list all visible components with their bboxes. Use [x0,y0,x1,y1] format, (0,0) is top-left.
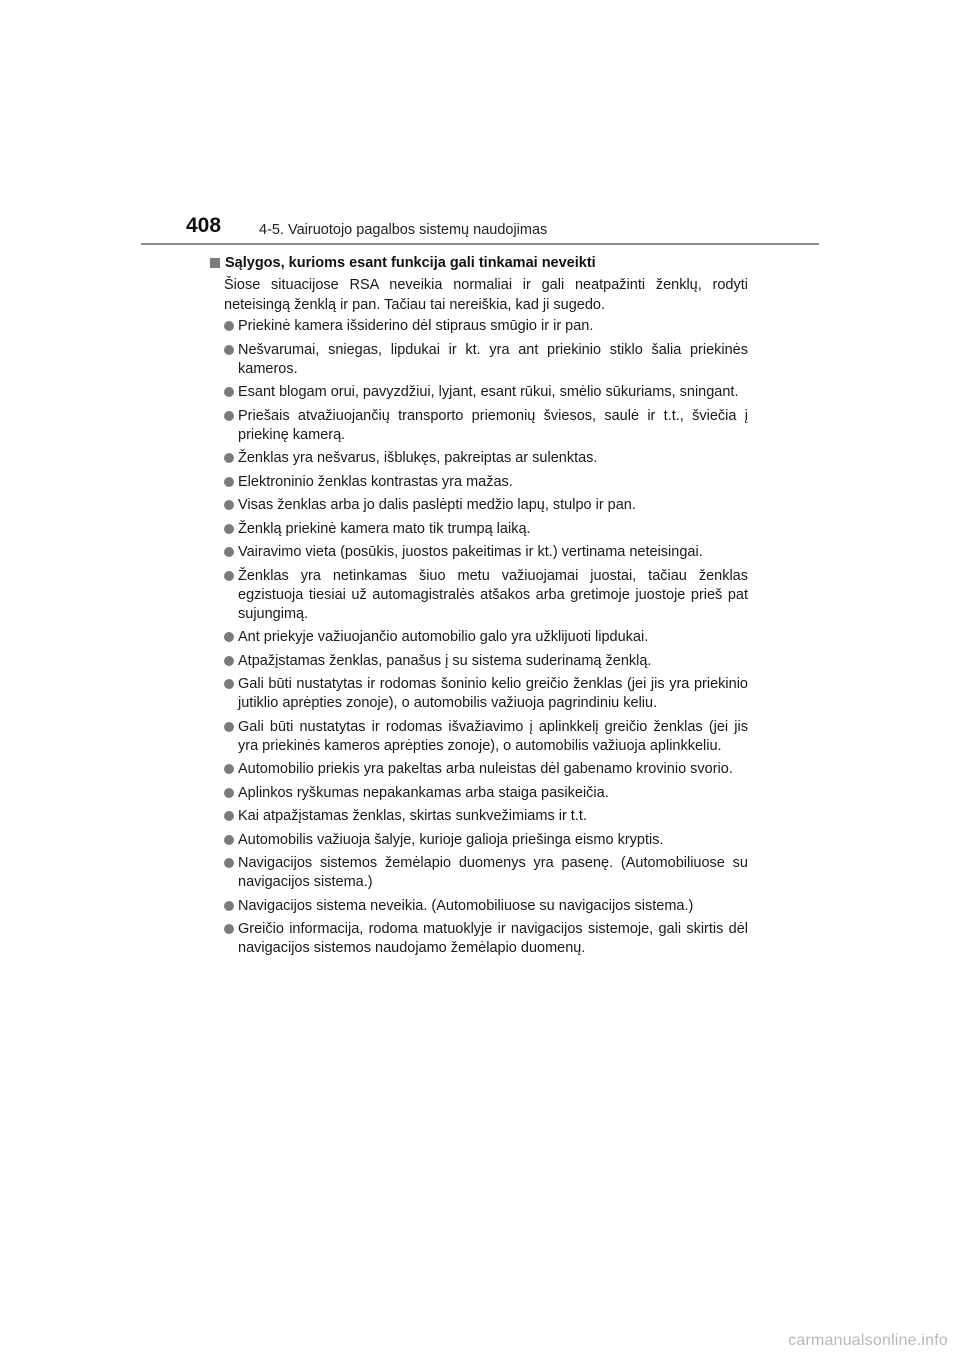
circle-bullet-icon [224,858,234,868]
list-item-text: Navigacijos sistema neveikia. (Automobiliuose su navigacijos sistema.) [238,897,694,914]
circle-bullet-icon [224,547,234,557]
list-item [224,567,748,624]
list-item [224,383,748,402]
list-item-text: Automobilis važiuoja šalyje, kurioje galioja priešinga eismo kryptis. [238,831,664,848]
section-heading [210,255,596,271]
chapter-title: 4-5. Vairuotojo pagalbos sistemų naudojimas [259,222,548,238]
list-item-text: Ant priekyje važiuojančio automobilio galo yra užklijuoti lipdukai. [238,629,649,645]
list-item [224,543,748,562]
list-item [224,718,748,756]
circle-bullet-icon [224,679,234,689]
circle-bullet-icon [224,411,234,421]
header-divider [141,243,819,245]
list-item-text: Greičio informacija, rodoma matuoklyje ir navigacijos sistemoje, gali skirtis dėl navigacijos sistemos naudojamo žemėlapio duomenų. [238,921,748,956]
circle-bullet-icon [224,500,234,510]
list-item-text: Ženklą priekinė kamera mato tik trumpą laiką. [238,520,531,537]
circle-bullet-icon [224,632,234,642]
circle-bullet-icon [224,387,234,397]
list-item-text: Elektroninio ženklas kontrastas yra mažas. [238,473,513,490]
square-bullet-icon [210,258,220,268]
watermark: carmanualsonline.info [788,1332,948,1349]
list-item [224,920,748,958]
list-item-text: Priekinė kamera išsiderino dėl stipraus smūgio ir ir pan. [238,318,594,334]
list-item-text: Atpažįstamas ženklas, panašus į su sistema suderinamą ženklą. [238,652,652,669]
list-item [224,520,748,539]
circle-bullet-icon [224,811,234,821]
list-item [224,784,748,803]
list-item-text: Vairavimo vieta (posūkis, juostos pakeitimas ir kt.) vertinama neteisingai. [238,544,703,560]
list-item-text: Priešais atvažiuojančių transporto priemonių šviesos, saulė ir t.t., šviečia į priekinę kamerą. [238,407,748,443]
list-item-text: Automobilio priekis yra pakeltas arba nuleistas dėl gabenamo krovinio svorio. [238,761,733,777]
list-item [224,628,748,647]
list-item-text: Visas ženklas arba jo dalis paslėpti medžio lapų, stulpo ir pan. [238,497,636,513]
list-item [224,675,748,713]
list-item [224,473,748,492]
list-item [224,807,748,826]
circle-bullet-icon [224,764,234,774]
list-item [224,407,748,445]
list-item [224,831,748,850]
list-item [224,496,748,515]
circle-bullet-icon [224,788,234,798]
condition-list [224,317,748,963]
list-item [224,854,748,892]
list-item-text: Navigacijos sistemos žemėlapio duomenys yra pasenę. (Automobiliuose su navigacijos sistema.) [238,855,748,890]
list-item-text: Kai atpažįstamas ženklas, skirtas sunkvežimiams ir t.t. [238,808,587,824]
list-item [224,760,748,779]
circle-bullet-icon [224,656,234,666]
circle-bullet-icon [224,924,234,934]
circle-bullet-icon [224,835,234,845]
circle-bullet-icon [224,453,234,463]
list-item [224,897,748,916]
section-intro: Šiose situacijose RSA neveikia normaliai ir gali neatpažinti ženklų, rodyti neteisingą ženklą ir pan. Tačiau tai nereiškia, kad ji sugedo. [224,277,748,313]
list-item [224,317,748,336]
circle-bullet-icon [224,321,234,331]
list-item [224,449,748,468]
list-item-text: Aplinkos ryškumas nepakankamas arba staiga pasikeičia. [238,784,609,801]
list-item-text: Gali būti nustatytas ir rodomas išvažiavimo į aplinkkelį greičio ženklas (jei jis yra priekinės kameros aprėpties zonoje), o automobilis važiuoja aplinkkeliu. [238,718,748,754]
list-item-text: Ženklas yra netinkamas šiuo metu važiuojamai juostai, tačiau ženklas egzistuoja tiesiai už automagistralės atšakos arba gretimoje juostoje prieš pat sujungimą. [238,567,748,622]
list-item [224,341,748,379]
circle-bullet-icon [224,477,234,487]
page-number: 408 [186,214,222,237]
circle-bullet-icon [224,722,234,732]
list-item-text: Esant blogam orui, pavyzdžiui, lyjant, esant rūkui, smėlio sūkuriams, sningant. [238,384,739,400]
circle-bullet-icon [224,571,234,581]
list-item [224,652,748,671]
section-title: Sąlygos, kurioms esant funkcija gali tinkamai neveikti [225,255,596,271]
circle-bullet-icon [224,524,234,534]
list-item-text: Gali būti nustatytas ir rodomas šoninio kelio greičio ženklas (jei jis yra priekinio jutiklio aprėpties zonoje), o automobilis važiuoja pagrindiniu keliu. [238,676,748,711]
list-item-text: Nešvarumai, sniegas, lipdukai ir kt. yra ant priekinio stiklo šalia priekinės kameros. [238,341,748,377]
list-item-text: Ženklas yra nešvarus, išblukęs, pakreiptas ar sulenktas. [238,450,598,466]
circle-bullet-icon [224,345,234,355]
circle-bullet-icon [224,901,234,911]
